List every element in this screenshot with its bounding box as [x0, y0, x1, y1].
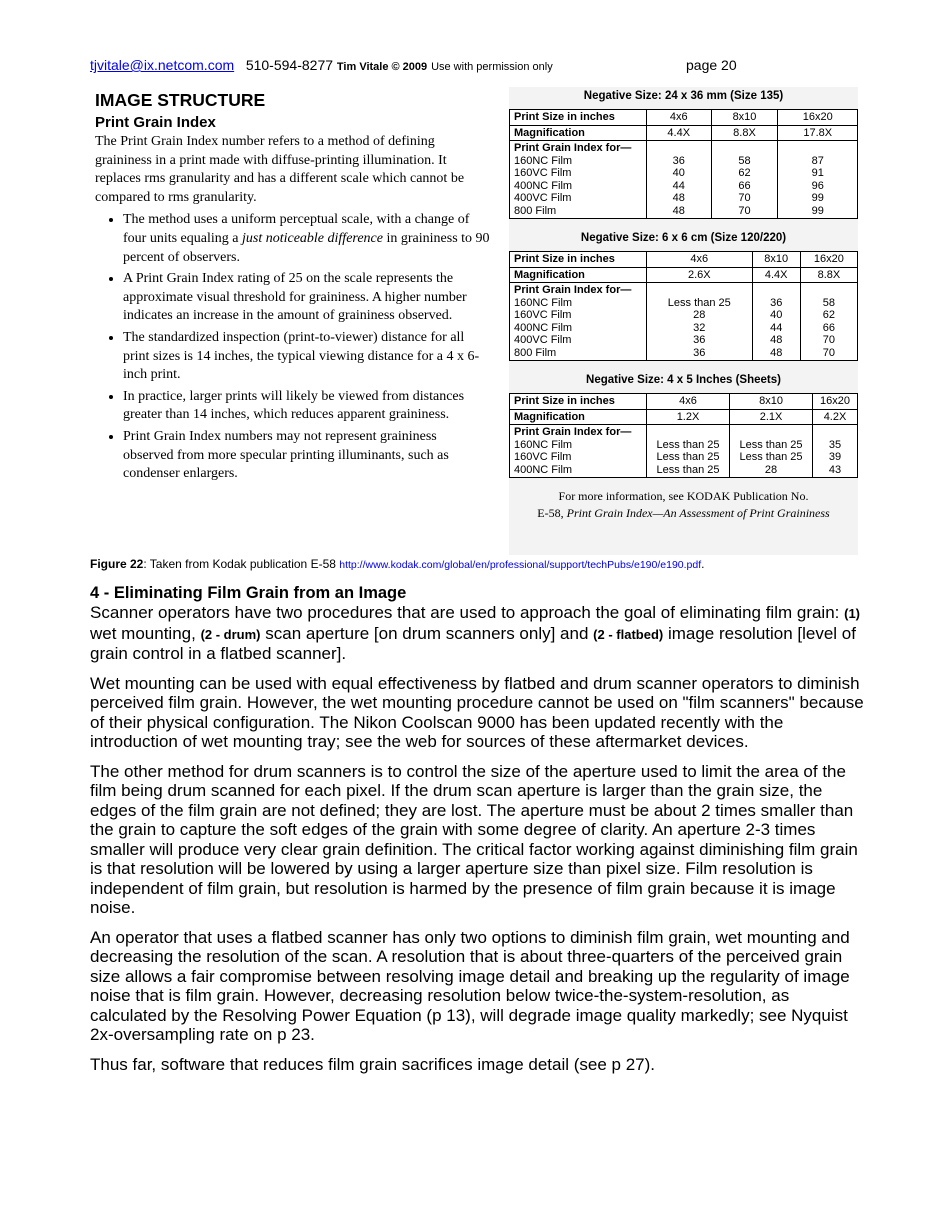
bullet-item: [123, 329, 490, 385]
p1-text: image resolution [level of grain control in a flatbed scanner].: [90, 623, 856, 663]
author: Tim Vitale © 2009: [336, 61, 428, 73]
bullet-item: [123, 211, 490, 267]
p1-tag: (1): [844, 606, 860, 621]
cell-value: 48: [672, 204, 685, 217]
note-line-2: [509, 505, 858, 522]
cell-value: 160VC Film: [514, 309, 572, 321]
figure-label: Figure 22: [90, 557, 144, 571]
magnification: 1.2X: [647, 409, 730, 425]
print-size: 4x6: [647, 252, 753, 268]
table-row: [510, 110, 858, 126]
print-size: 8x10: [752, 252, 800, 268]
bullet-list: [95, 211, 490, 483]
col-16x20: [800, 283, 857, 361]
magnification: 2.6X: [647, 267, 753, 283]
paragraph-2: Wet mounting can be used with equal effectiveness by flatbed and drum scanner operators to diminish perceived film grain. However, the wet mounting procedure cannot be used on "film scanners" because of their physical configuration. The Nikon Coolscan 9000 has been updated recently with the introduction of wet mounting tray; see the web for sources of these aftermarket devices.: [90, 673, 864, 751]
cell-value: 160VC Film: [514, 451, 572, 463]
section-subtitle: Print Grain Index: [95, 114, 216, 131]
cell-value: Less than 25: [667, 296, 731, 309]
phone: 510-594-8277: [245, 57, 334, 73]
magnification: 17.8X: [778, 125, 858, 141]
cell-value: 400VC Film: [514, 334, 572, 346]
cell-value: 160NC Film: [514, 438, 573, 451]
section-title: IMAGE STRUCTURE: [95, 90, 266, 110]
magnification: 8.8X: [800, 267, 857, 283]
cell-value: 91: [811, 167, 824, 179]
row-label: Print Grain Index for—: [514, 284, 632, 296]
bullet-text: in graininess to 90 percent of observers.: [123, 230, 490, 265]
row-label: Print Size in inches: [510, 394, 647, 410]
cell-value: 32: [693, 321, 706, 334]
p1-text: wet mounting,: [90, 623, 201, 643]
col-4x6: [647, 141, 712, 219]
magnification: 4.4X: [752, 267, 800, 283]
cell-value: 160VC Film: [514, 167, 572, 179]
cell-value: 400VC Film: [514, 192, 572, 204]
cell-value: 66: [738, 179, 751, 192]
film-list: [510, 425, 647, 478]
col-8x10: [752, 283, 800, 361]
cell-value: Less than 25: [656, 451, 720, 463]
cell-value: 400NC Film: [514, 321, 573, 334]
page-number: page 20: [686, 57, 737, 73]
paragraph-3: The other method for drum scanners is to control the size of the aperture used to limit the area of the film being drum scanned for each pixel. If the drum scan aperture is larger than the grain size, the edges of the film grain are not defined; they are lost. The aperture must be about 2 times smaller than the grain to capture the soft edges of the grain with some degree of clarity. An aperture 2-3 times smaller will produce very clear grain definition. The critical factor working against diminishing film grain is that resolution will be lowered by using a larger aperture size than pixel size. Film resolution is independent of film grain, but resolution is harmed by the presence of film grain because it is image noise.: [90, 761, 858, 917]
cell-value: 99: [811, 192, 824, 204]
cell-value: 400NC Film: [514, 463, 573, 476]
grain-table-block: [509, 229, 858, 361]
paragraph-5: Thus far, software that reduces film grain sacrifices image detail (see p 27).: [90, 1054, 656, 1074]
table-caption: Negative Size: 24 x 36 mm (Size 135): [583, 90, 784, 102]
cell-value: 36: [672, 154, 685, 167]
page-header: [90, 57, 553, 73]
row-label: Magnification: [510, 267, 647, 283]
table-row: [510, 283, 858, 361]
print-size: 8x10: [711, 110, 778, 126]
grain-table-block: [509, 371, 858, 478]
figure-caption: [90, 557, 705, 571]
grain-table: [509, 393, 858, 478]
cell-value: Less than 25: [656, 463, 720, 476]
email-link[interactable]: tjvitale@ix.netcom.com: [90, 57, 235, 73]
section-heading: 4 - Eliminating Film Grain from an Image: [90, 584, 407, 602]
cell-value: Less than 25: [739, 451, 803, 463]
cell-value: 48: [770, 334, 783, 346]
bullet-text: In practice, larger prints will likely be viewed from distances greater than 14 inches, which reduces apparent graininess.: [123, 388, 465, 423]
bullet-item: [123, 270, 490, 326]
body-text: [90, 584, 865, 1084]
grain-table-block: [509, 87, 858, 219]
film-list: [510, 141, 647, 219]
bullet-item: [123, 428, 490, 484]
p1-tag: (2 - drum): [200, 626, 261, 642]
cell-value: 62: [738, 167, 751, 179]
row-label: Magnification: [510, 125, 647, 141]
cell-value: 39: [828, 451, 842, 463]
film-list: [510, 283, 647, 361]
print-size: 4x6: [647, 394, 730, 410]
grain-table: [509, 251, 858, 361]
cell-value: Less than 25: [656, 438, 720, 451]
cell-value: 40: [770, 309, 783, 321]
table-caption: Negative Size: 6 x 6 cm (Size 120/220): [580, 232, 787, 244]
col-16x20: [813, 425, 858, 478]
cell-value: 35: [828, 438, 842, 451]
intro-text: The Print Grain Index number refers to a method of defining graininess in a print made with diffuse-printing illumination. It replaces rms granularity and has a different scale which cannot be compared to rms granularity.: [95, 134, 465, 205]
table-caption: Negative Size: 4 x 5 Inches (Sheets): [586, 374, 781, 386]
table-row: [510, 425, 858, 478]
table-row: [510, 141, 858, 219]
col-4x6: [647, 425, 730, 478]
figure-caption-text: : Taken from Kodak publication E-58: [143, 557, 340, 571]
cell-value: Less than 25: [739, 438, 803, 451]
cell-value: 96: [811, 179, 824, 192]
note-line-1: For more information, see KODAK Publication No.: [558, 489, 809, 503]
p1-text: scan aperture [on drum scanners only] and: [260, 623, 594, 643]
row-label: Print Grain Index for—: [514, 142, 632, 154]
cell-value: 62: [822, 309, 836, 321]
permission-note: Use with permission only: [431, 61, 553, 73]
bullet-item: [123, 388, 490, 425]
row-label: Print Grain Index for—: [514, 426, 632, 438]
magnification: 8.8X: [711, 125, 778, 141]
bullet-text: The method uses a uniform perceptual scale, with a change of four units equaling a: [123, 212, 470, 246]
magnification: 4.2X: [813, 409, 858, 425]
magnification: 2.1X: [730, 409, 813, 425]
row-label: Magnification: [510, 409, 647, 425]
row-label: Print Size in inches: [510, 252, 647, 268]
cell-value: 400NC Film: [514, 179, 573, 192]
cell-value: 160NC Film: [514, 296, 573, 309]
table-row: [510, 125, 858, 141]
cell-value: 800 Film: [514, 204, 557, 217]
cell-value: 43: [828, 463, 842, 476]
table-row: [510, 252, 858, 268]
p1-tag: (2 - flatbed): [593, 626, 664, 642]
bullet-emphasis: just noticeable difference: [241, 230, 383, 246]
paragraph-1: [90, 603, 865, 664]
row-label: Print Size in inches: [510, 110, 647, 126]
cell-value: 160NC Film: [514, 154, 573, 167]
cell-value: 44: [672, 179, 685, 192]
cell-value: 66: [822, 321, 836, 334]
cell-value: 36: [770, 296, 783, 309]
cell-value: 99: [811, 204, 824, 217]
p1-text: Scanner operators have two procedures that are used to approach the goal of eliminating film grain:: [90, 603, 845, 622]
cell-value: 28: [693, 309, 706, 321]
print-size: 4x6: [647, 110, 712, 126]
cell-value: 36: [693, 346, 706, 359]
note-title: Print Grain Index—An Assessment of Print Graininess: [566, 506, 830, 520]
cell-value: 28: [764, 463, 778, 476]
paragraph-4: An operator that uses a flatbed scanner has only two options to diminish film grain, wet mounting and decreasing the resolution of the scan. A resolution that is about three-quarters of the perceived grain size allows a fair compromise between resolving image detail and breaking up the regularity of image noise that is film grain. However, decreasing resolution below twice-the-system-resolution, as calculated by the Resolving Power Equation (p 13), will degrade image quality markedly; see Nyquist 2x-oversampling rate on p 23.: [90, 927, 850, 1044]
col-8x10: [730, 425, 813, 478]
bullet-text: Print Grain Index numbers may not represent graininess observed from more specular printing illuminants, such as condenser enlargers.: [123, 428, 449, 482]
cell-value: 48: [770, 346, 783, 359]
table-row: [510, 409, 858, 425]
cell-value: 70: [822, 334, 836, 346]
caption-end: .: [701, 557, 705, 571]
cell-value: 70: [738, 192, 751, 204]
cell-value: 70: [738, 204, 751, 217]
print-grain-index-text: [95, 89, 490, 487]
cell-value: 44: [770, 321, 783, 334]
print-size: 16x20: [800, 252, 857, 268]
print-size: 16x20: [813, 394, 858, 410]
cell-value: 800 Film: [514, 346, 557, 359]
table-row: [510, 267, 858, 283]
bullet-text: The standardized inspection (print-to-viewer) distance for all print sizes is 14 inches, the typical viewing distance for a 4 x 6-inch print.: [123, 329, 480, 383]
cell-value: 58: [738, 154, 751, 167]
grain-table: [509, 109, 858, 219]
note-pub: E-58,: [537, 506, 567, 520]
grain-index-figure: [509, 87, 858, 555]
magnification: 4.4X: [647, 125, 712, 141]
kodak-pdf-link[interactable]: http://www.kodak.com/global/en/professional/support/techPubs/e190/e190.pdf: [339, 559, 702, 571]
col-8x10: [711, 141, 778, 219]
cell-value: 40: [672, 167, 685, 179]
print-size: 16x20: [778, 110, 858, 126]
print-size: 8x10: [730, 394, 813, 410]
col-16x20: [778, 141, 858, 219]
col-4x6: [647, 283, 753, 361]
bullet-text: A Print Grain Index rating of 25 on the scale represents the approximate visual threshold for graininess. A higher number indicates an increase in the amount of graininess observed.: [123, 271, 467, 324]
cell-value: 87: [811, 154, 824, 167]
figure-note: [509, 488, 858, 522]
cell-value: 36: [693, 334, 706, 346]
cell-value: 70: [822, 346, 836, 359]
table-row: [510, 394, 858, 410]
cell-value: 48: [672, 192, 685, 204]
cell-value: 58: [822, 296, 836, 309]
